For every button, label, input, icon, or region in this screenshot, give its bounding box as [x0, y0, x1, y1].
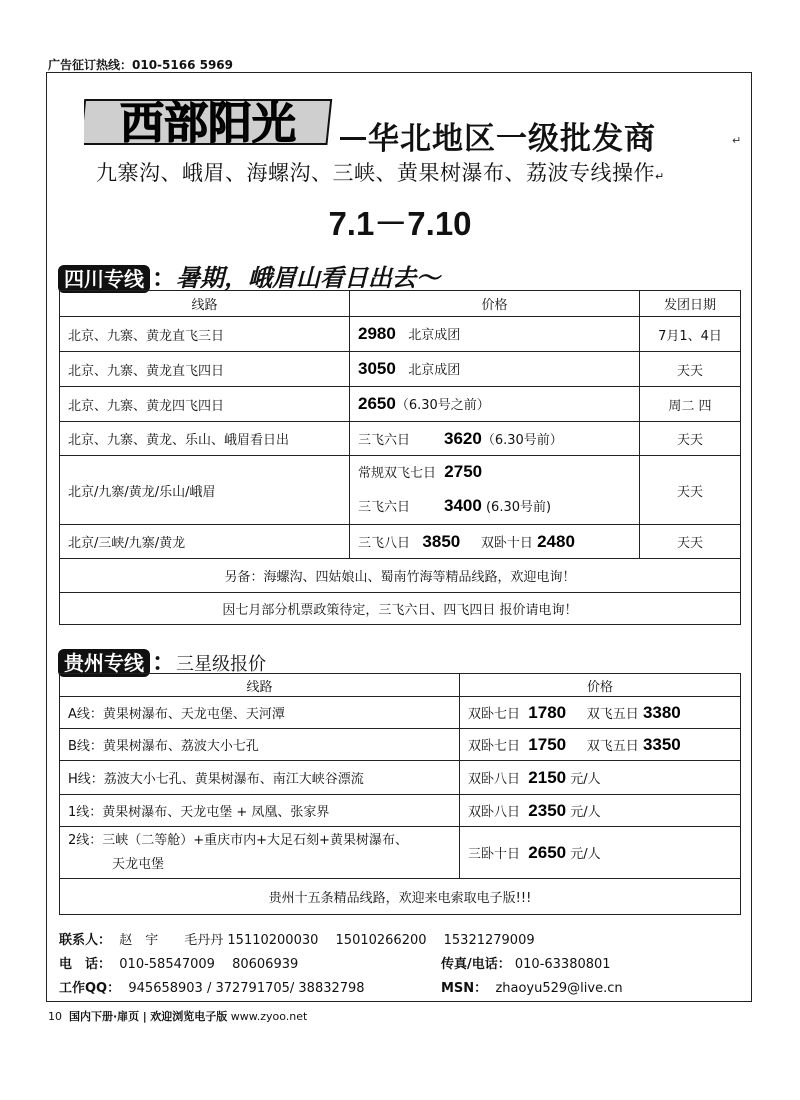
- col-header-price: 价格: [460, 674, 741, 697]
- table-row: [60, 697, 741, 729]
- sichuan-note-extra: 另备：海螺沟、四姑娘山、蜀南竹海等精品线路，欢迎电询！: [60, 559, 741, 593]
- contact-qq-line: 工作QQ： 945658903 / 372791705/ 38832798: [59, 981, 365, 996]
- route-cell: 北京/九寨/黄龙/乐山/峨眉: [60, 456, 350, 525]
- price-cell: 常规双飞七日 2750 三飞六日 3400 (6.30号前): [350, 456, 640, 525]
- col-header-route: 线路: [60, 291, 350, 317]
- date-cell: 天天: [640, 456, 741, 525]
- brand-subtitle: 九寨沟、峨眉、海螺沟、三峡、黄果树瀑布、荔波专线操作↵: [96, 161, 665, 185]
- price-cell: 3050 北京成团: [350, 352, 640, 387]
- route-cell: A线：黄果树瀑布、天龙屯堡、天河潭: [60, 697, 460, 729]
- table-row: [60, 729, 741, 761]
- date-range: 7.1－7.10: [328, 205, 472, 242]
- table-row: [60, 525, 741, 559]
- table-row: [60, 422, 741, 456]
- ad-hotline: 广告征订热线：010-5166 5969: [48, 58, 234, 72]
- table-note-row: [60, 559, 741, 593]
- route-cell: B线：黄果树瀑布、荔波大小七孔: [60, 729, 460, 761]
- xibu-yangguang-logo: [84, 92, 336, 150]
- sichuan-tag: 四川专线: [58, 265, 150, 293]
- table-row: [60, 456, 741, 525]
- price-cell: 双卧七日 1780 双飞五日 3380: [460, 697, 741, 729]
- table-row: [60, 795, 741, 827]
- table-header-row: [60, 674, 741, 697]
- route-cell: 北京、九寨、黄龙、乐山、峨眉看日出: [60, 422, 350, 456]
- table-row: [60, 317, 741, 352]
- guizhou-subtitle: 三星级报价: [176, 654, 266, 675]
- route-cell: 2线：三峡（二等舱）+重庆市内+大足石刻+黄果树瀑布、 天龙屯堡: [60, 827, 460, 879]
- table-row: [60, 761, 741, 795]
- col-header-date: 发团日期: [640, 291, 741, 317]
- table-note-row: [60, 879, 741, 915]
- price-cell: 2980 北京成团: [350, 317, 640, 352]
- date-cell: 周二 四: [640, 387, 741, 422]
- table-row: [60, 387, 741, 422]
- logo-text: 西部阳光: [120, 98, 296, 149]
- brand-title: [340, 113, 656, 158]
- date-cell: 天天: [640, 352, 741, 387]
- page-number: 10: [48, 1010, 62, 1023]
- table-row: [60, 827, 741, 879]
- guizhou-price-table: [59, 673, 741, 915]
- guizhou-note: 贵州十五条精品线路，欢迎来电索取电子版!!!: [60, 879, 741, 915]
- sichuan-slogan: 暑期，峨眉山看日出去～: [176, 264, 440, 292]
- col-header-route: 线路: [60, 674, 460, 697]
- table-note-row: [60, 593, 741, 625]
- page-footer: 10 国内下册·扉页 | 欢迎浏览电子版 www.zyoo.net: [48, 1010, 308, 1023]
- price-cell: 三飞六日 3620（6.30号前）: [350, 422, 640, 456]
- route-cell: 北京、九寨、黄龙四飞四日: [60, 387, 350, 422]
- contact-fax-line: 传真/电话： 010-63380801: [441, 957, 611, 972]
- return-mark-icon: ↵: [655, 170, 665, 183]
- route-cell: 北京、九寨、黄龙直飞三日: [60, 317, 350, 352]
- col-header-price: 价格: [350, 291, 640, 317]
- sichuan-section-title: 四川专线 ：暑期，峨眉山看日出去～: [58, 258, 440, 293]
- price-cell: 双卧七日 1750 双飞五日 3350: [460, 729, 741, 761]
- contact-phone-line: 电 话： 010-58547009 80606939: [59, 957, 299, 972]
- table-header-row: [60, 291, 741, 317]
- date-cell: 天天: [640, 422, 741, 456]
- price-cell: 三卧十日 2650 元/人: [460, 827, 741, 879]
- brand-title-text: 华北地区一级批发商: [368, 121, 656, 157]
- table-row: [60, 352, 741, 387]
- return-mark-icon: ↵: [732, 134, 742, 147]
- date-cell: 天天: [640, 525, 741, 559]
- sichuan-note-pending: 因七月部分机票政策待定，三飞六日、四飞四日 报价请电询！: [60, 593, 741, 625]
- footer-slogan: 欢迎浏览电子版: [150, 1010, 228, 1023]
- footer-url: www.zyoo.net: [230, 1010, 308, 1023]
- price-cell: 2650（6.30号之前）: [350, 387, 640, 422]
- price-cell: 双卧八日 2150 元/人: [460, 761, 741, 795]
- route-cell: 北京、九寨、黄龙直飞四日: [60, 352, 350, 387]
- guizhou-tag: 贵州专线: [58, 649, 150, 677]
- contact-msn-line: MSN： zhaoyu529@live.cn: [441, 981, 623, 996]
- route-cell: H线：荔波大小七孔、黄果树瀑布、南江大峡谷漂流: [60, 761, 460, 795]
- route-cell: 北京/三峡/九寨/黄龙: [60, 525, 350, 559]
- footer-section: 国内下册·扉页: [69, 1010, 140, 1023]
- price-cell: 双卧八日 2350 元/人: [460, 795, 741, 827]
- contact-persons-line: 联系人： 赵 宇 毛丹丹 15110200030 15010266200 15321279009: [59, 933, 535, 948]
- route-cell: 1线：黄果树瀑布、天龙屯堡 + 凤凰、张家界: [60, 795, 460, 827]
- guizhou-section-title: 贵州专线 ：三星级报价: [58, 642, 266, 677]
- price-cell: 三飞八日 3850 双卧十日 2480: [350, 525, 640, 559]
- sichuan-price-table: [59, 290, 741, 625]
- title-dash: [340, 137, 366, 140]
- date-cell: 7月1、4日: [640, 317, 741, 352]
